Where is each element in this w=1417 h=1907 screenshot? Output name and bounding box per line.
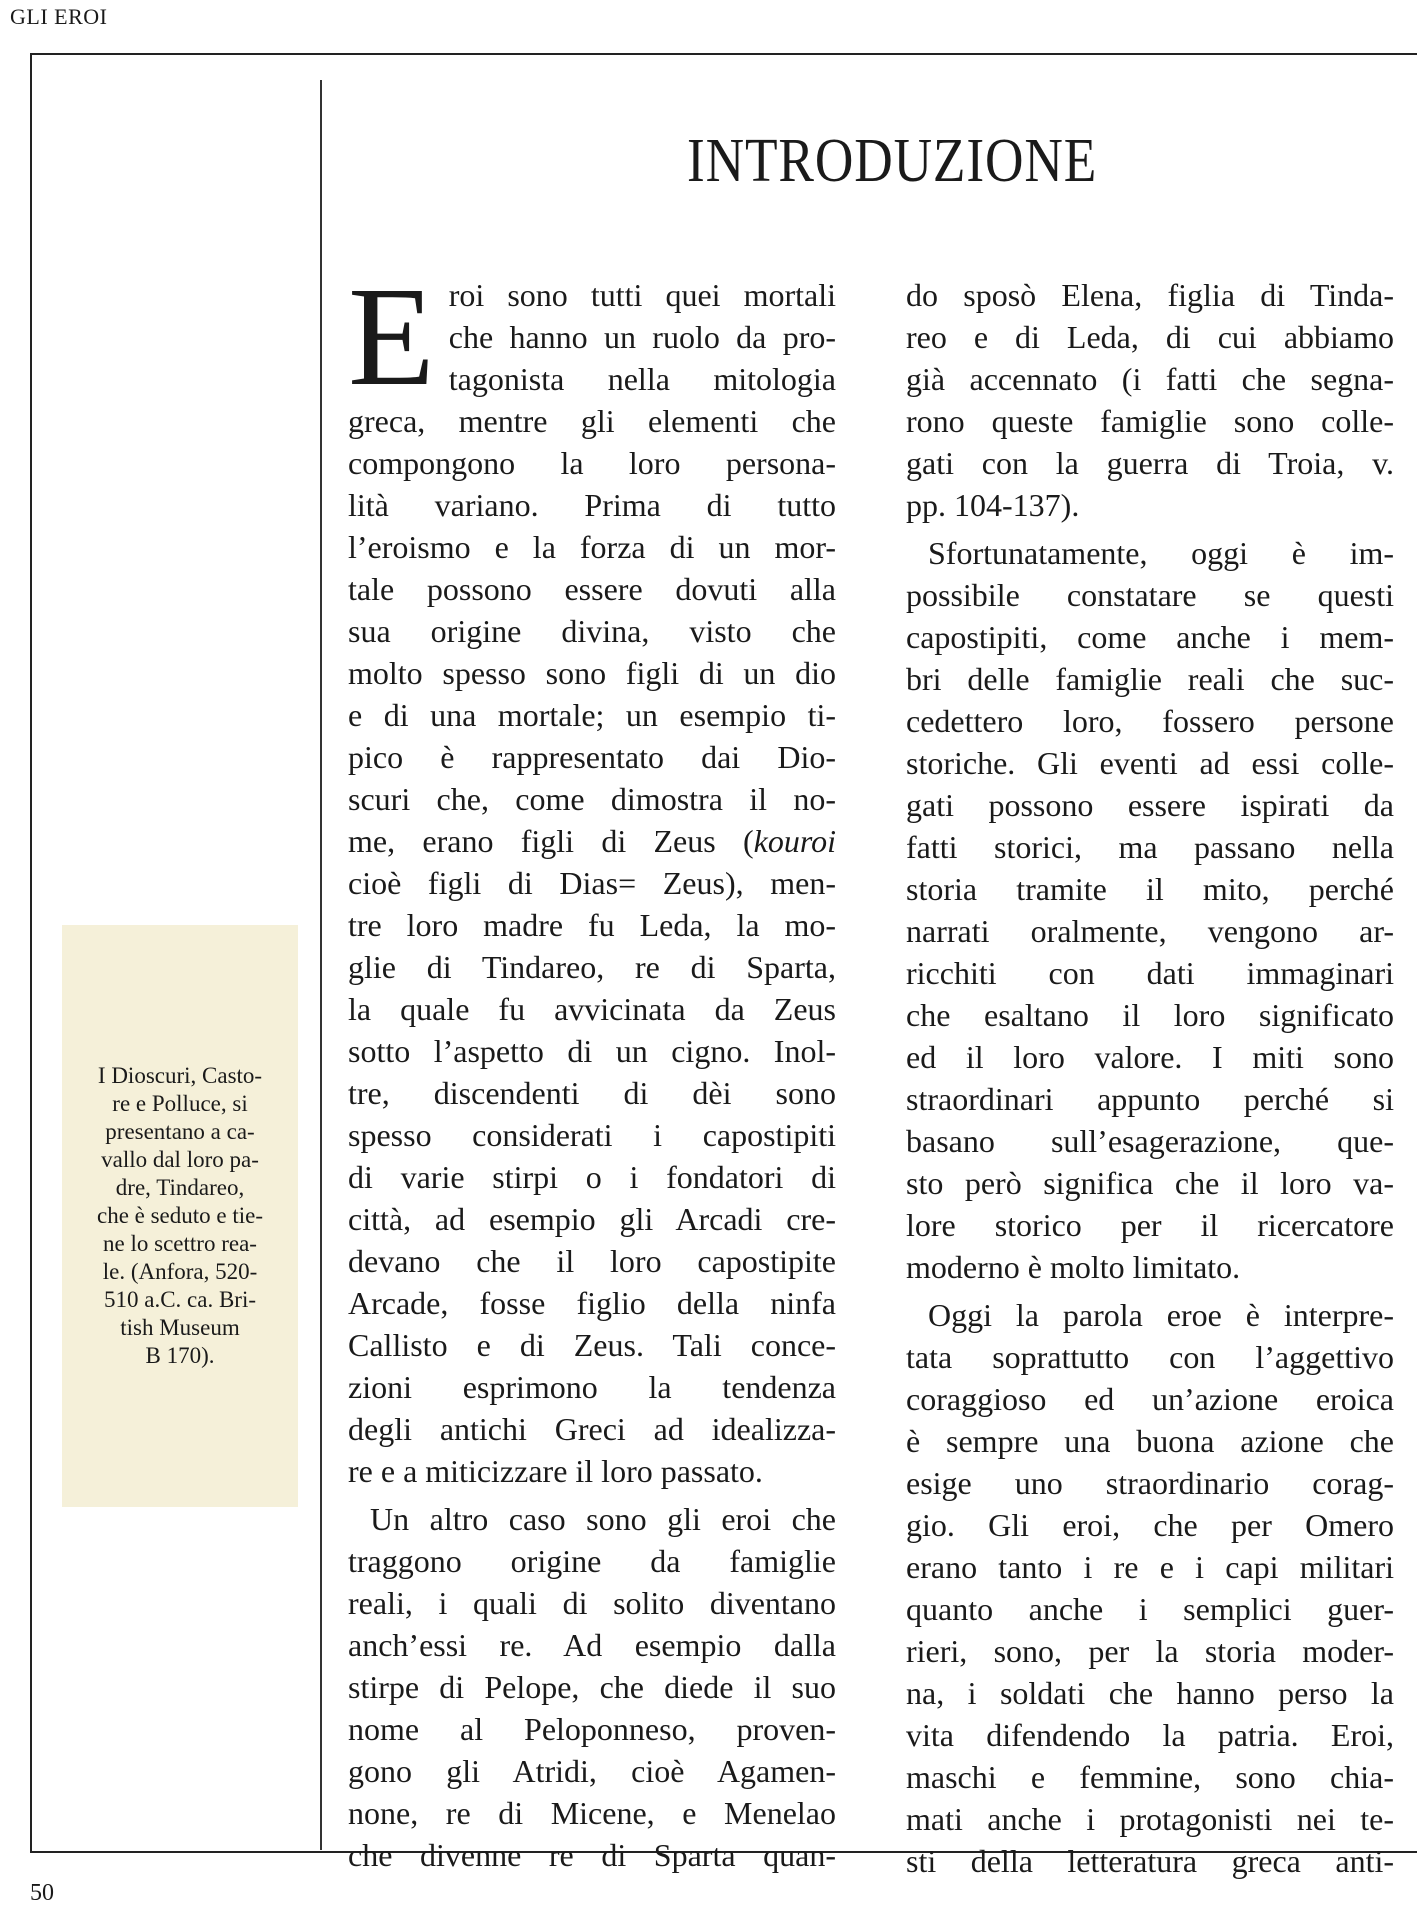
text-line: traggono origine da famiglie — [348, 1543, 836, 1579]
text-column-right — [906, 274, 1394, 1882]
text-line: Callisto e di Zeus. Tali conce- — [348, 1327, 836, 1363]
text-line: gati con la guerra di Troia, v. — [906, 445, 1394, 481]
text-line: gio. Gli eroi, che per Omero — [906, 1507, 1394, 1543]
text-line: e di una mortale; un esempio ti- — [348, 697, 836, 733]
text-line: rieri, sono, per la storia moder- — [906, 1633, 1394, 1669]
text-line: cioè figli di Dias= Zeus), men- — [348, 865, 836, 901]
column-divider — [320, 80, 322, 1850]
text-line: sua origine divina, visto che — [348, 613, 836, 649]
image-caption-box — [62, 925, 298, 1507]
text-line: basano sull’esagerazione, que- — [906, 1123, 1394, 1159]
text-line: re e a miticizzare il loro passato. — [348, 1453, 763, 1489]
text-line: città, ad esempio gli Arcadi cre- — [348, 1201, 836, 1237]
text-line: tale possono essere dovuti alla — [348, 571, 836, 607]
text-line: straordinari appunto perché si — [906, 1081, 1394, 1117]
drop-cap: E — [348, 257, 435, 415]
text-line: devano che il loro capostipite — [348, 1243, 836, 1279]
text-line: gati possono essere ispirati da — [906, 787, 1394, 823]
text-column-left — [348, 257, 836, 1876]
text-line: degli antichi Greci ad idealizza- — [348, 1411, 836, 1447]
text-line: mati anche i protagonisti nei te- — [906, 1801, 1394, 1837]
text-line: già accennato (i fatti che segna- — [906, 361, 1394, 397]
text-line: tre loro madre fu Leda, la mo- — [348, 907, 836, 943]
text-line: Arcade, fosse figlio della ninfa — [348, 1285, 836, 1321]
text-line: che divenne re di Sparta quan- — [348, 1837, 836, 1873]
text-line: reo e di Leda, di cui abbiamo — [906, 319, 1394, 355]
text-line: esige uno straordinario corag- — [906, 1465, 1394, 1501]
text-line: fatti storici, ma passano nella — [906, 829, 1394, 865]
text-line: Sfortunatamente, oggi è im- — [928, 535, 1394, 571]
text-line: ricchiti con dati immaginari — [906, 955, 1394, 991]
text-line: scuri che, come dimostra il no- — [348, 781, 836, 817]
text-line: cedettero loro, fossero persone — [906, 703, 1394, 739]
text-line: maschi e femmine, sono chia- — [906, 1759, 1394, 1795]
text-line: quanto anche i semplici guer- — [906, 1591, 1394, 1627]
text-line: storiche. Gli eventi ad essi colle- — [906, 745, 1394, 781]
text-line: nome al Peloponneso, proven- — [348, 1711, 836, 1747]
text-line: che esaltano il loro significato — [906, 997, 1394, 1033]
text-line: vita difendendo la patria. Eroi, — [906, 1717, 1394, 1753]
page-title: INTRODUZIONE — [687, 127, 1098, 195]
text-line: gono gli Atridi, cioè Agamen- — [348, 1753, 836, 1789]
text-line: zioni esprimono la tendenza — [348, 1369, 836, 1405]
text-line: tata soprattutto con l’aggettivo — [906, 1339, 1394, 1375]
text-line: roi sono tutti quei mortali — [448, 277, 836, 313]
text-line: erano tanto i re e i capi militari — [906, 1549, 1394, 1585]
text-line: che hanno un ruolo da pro- — [448, 319, 836, 355]
text-line: reali, i quali di solito diventano — [348, 1585, 836, 1621]
text-line: storia tramite il mito, perché — [906, 871, 1394, 907]
text-line: possibile constatare se questi — [906, 577, 1394, 613]
text-line: anch’essi re. Ad esempio dalla — [348, 1627, 836, 1663]
text-line-with-italic — [348, 820, 836, 862]
text-line: lore storico per il ricercatore — [906, 1207, 1394, 1243]
running-head: GLI EROI — [10, 4, 108, 29]
text-line: lità variano. Prima di tutto — [348, 487, 836, 523]
text-line: capostipiti, come anche i mem- — [906, 619, 1394, 655]
text-fragment: me, erano figli di Zeus ( — [348, 823, 754, 859]
text-line: tagonista nella mitologia — [448, 361, 836, 397]
text-line: glie di Tindareo, re di Sparta, — [348, 949, 836, 985]
page-number: 50 — [30, 1880, 54, 1906]
text-line: none, re di Micene, e Menelao — [348, 1795, 836, 1831]
text-line: pp. 104-137). — [906, 487, 1080, 523]
image-caption: I Dioscuri, Casto- re e Polluce, si presentano a ca- vallo dal loro pa- dre, Tindareo, che è seduto e tie- ne lo scettro rea- le. (Anfora, 520- 510 a.C. ca. Bri- tish Museum B 170). — [96, 1063, 264, 1368]
text-line: Un altro caso sono gli eroi che — [370, 1501, 836, 1537]
italic-term: kouroi — [753, 823, 836, 859]
text-line: sotto l’aspetto di un cigno. Inol- — [348, 1033, 836, 1069]
text-line: l’eroismo e la forza di un mor- — [348, 529, 836, 565]
text-line: è sempre una buona azione che — [906, 1423, 1394, 1459]
text-line: narrati oralmente, vengono ar- — [906, 913, 1394, 949]
text-line: la quale fu avvicinata da Zeus — [348, 991, 836, 1027]
text-line: coraggioso ed un’azione eroica — [906, 1381, 1394, 1417]
text-line: sto però significa che il loro va- — [906, 1165, 1394, 1201]
text-line: sti della letteratura greca anti- — [906, 1843, 1394, 1879]
text-line: moderno è molto limitato. — [906, 1249, 1241, 1285]
text-line: molto spesso sono figli di un dio — [348, 655, 836, 691]
text-line: tre, discendenti di dèi sono — [348, 1075, 836, 1111]
text-line: pico è rappresentato dai Dio- — [348, 739, 836, 775]
text-line: do sposò Elena, figlia di Tinda- — [906, 277, 1394, 313]
text-line: na, i soldati che hanno perso la — [906, 1675, 1394, 1711]
text-line: di varie stirpi o i fondatori di — [348, 1159, 836, 1195]
text-line: greca, mentre gli elementi che — [348, 403, 836, 439]
text-line: compongono la loro persona- — [348, 445, 836, 481]
text-line: bri delle famiglie reali che suc- — [906, 661, 1394, 697]
text-line: spesso considerati i capostipiti — [348, 1117, 836, 1153]
text-line: stirpe di Pelope, che diede il suo — [348, 1669, 836, 1705]
text-line: ed il loro valore. I miti sono — [906, 1039, 1394, 1075]
text-line: rono queste famiglie sono colle- — [906, 403, 1394, 439]
text-line: Oggi la parola eroe è interpre- — [928, 1297, 1394, 1333]
